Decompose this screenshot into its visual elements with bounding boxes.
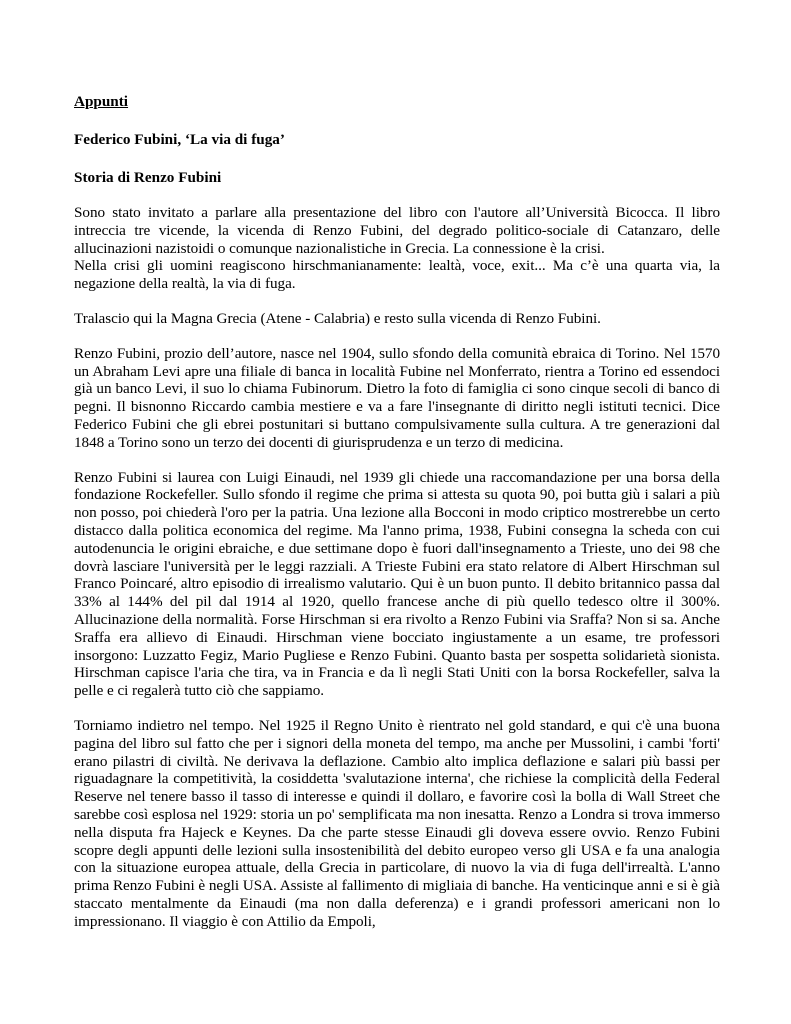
paragraph: Sono stato invitato a parlare alla presentazione del libro con l'autore all’Università Bicocca. Il libro intreccia tre vicende, la vicenda di Renzo Fubini, del degrado politico-sociale di Catanzaro, delle allucinazioni nazistoidi o comunque nazionalistiche in Grecia. La connessione è la crisi. bbox=[74, 204, 720, 257]
paragraph: Nella crisi gli uomini reagiscono hirschmanianamente: lealtà, voce, exit... Ma c’è una quarta via, la negazione della realtà, la via di fuga. bbox=[74, 257, 720, 293]
paragraph: Tralascio qui la Magna Grecia (Atene - Calabria) e resto sulla vicenda di Renzo Fubini. bbox=[74, 309, 601, 327]
paragraph: Renzo Fubini, prozio dell’autore, nasce nel 1904, sullo sfondo della comunità ebraica di Torino. Nel 1570 un Abraham Levi apre una filiale di banca in località Fubine nel Monferrato, rientra a Torino ed essendoci già un banco Levi, il suo lo chiama Fubinorum. Dietro la foto di famiglia ci sono cinque secoli di banco di pegni. Il bisnonno Riccardo cambia mestiere e va a fare l'insegnante di diritto negli istituti tecnici. Dice Federico Fubini che gli ebrei postunitari si buttano compulsivamente sulla cultura. A tre generazioni dal 1848 a Torino sono un terzo dei docenti di giurisprudenza e un terzo di medicina. bbox=[74, 344, 720, 451]
document-title: Federico Fubini, ‘La via di fuga’ bbox=[74, 131, 285, 148]
document-heading: Appunti bbox=[74, 93, 129, 110]
document-page bbox=[74, 92, 720, 947]
paragraph: Renzo Fubini si laurea con Luigi Einaudi, nel 1939 gli chiede una raccomandazione per una borsa della fondazione Rockefeller. Sullo sfondo il regime che prima si attesta su quota 90, poi butta giù i salari a più non posso, poi chiederà l'oro per la patria. Una lezione alla Bocconi in modo criptico mostrerebbe un certo distacco dalla politica economica del regime. Ma l'anno prima, 1938, Fubini consegna la scheda con cui autodenuncia le origini ebraiche, e due settimane dopo è fuori dall'insegnamento a Trieste, uno dei 98 che dovrà lasciare l'università per le leggi razziali. A Trieste Fubini era stato relatore di Albert Hirschman sul Franco Poincaré, altro episodio di irrealismo valutario. Qui è un buon punto. Il debito britannico passa dal 33% al 144% del pil dal 1914 al 1920, quello francese anche di più quello tedesco oltre il 300%. Allucinazione della normalità. Forse Hirschman si era rivolto a Renzo Fubini via Sraffa? Non si sa. Anche Sraffa era allievo di Einaudi. Hirschman viene bocciato ingiustamente a un esame, tre professori insorgono: Luzzatto Fegiz, Mario Pugliese e Renzo Fubini. Quanto basta per sospetta solidarietà sionista. Hirschman capisce l'aria che tira, va in Francia e da lì negli Stati Uniti con la borsa Rockefeller, salva la pelle e ci regalerà tutto ciò che sappiamo. bbox=[74, 468, 720, 700]
document-subtitle: Storia di Renzo Fubini bbox=[74, 169, 222, 186]
paragraph: Torniamo indietro nel tempo. Nel 1925 il Regno Unito è rientrato nel gold standard, e qui c'è una buona pagina del libro sul fatto che per i signori della moneta del tempo, ma anche per Mussolini, i cambi 'forti' erano pilastri di civiltà. Ne derivava la deflazione. Cambio alto implica deflazione e salari più bassi per riguadagnare la competitività, la cosiddetta 'svalutazione interna', che richiese la complicità della Federal Reserve nel tenere basso il tasso di interesse e quindi il dollaro, e favorire così la bolla di Wall Street che sarebbe così esplosa nel 1929: storia un po' semplificata ma non inesatta. Renzo a Londra si trova immerso nella disputa fra Hajeck e Keynes. Da che parte stesse Einaudi gli doveva essere ovvio. Renzo Fubini scopre degli appunti delle lezioni sulla insostenibilità del debito europeo verso gli USA e fa una analogia con la situazione europea attuale, della Grecia in particolare, di nuovo la via di fuga dell'irrealtà. L'anno prima Renzo Fubini è negli USA. Assiste al fallimento di migliaia di banche. Ha venticinque anni e si è già staccato mentalmente da Einaudi (ma non dalla deferenza) e i grandi professori americani non lo impressionano. Il viaggio è con Attilio da Empoli, bbox=[74, 716, 720, 930]
